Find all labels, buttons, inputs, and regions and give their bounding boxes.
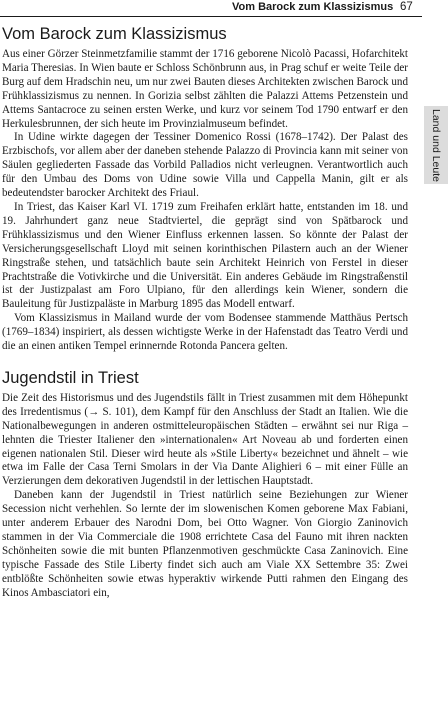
paragraph: In Udine wirkte dagegen der Tessiner Domenico Rossi (1678–1742). Der Palast des Erzbischofs, vor allem aber der daneben stehende Palazzo di Provincia kann mit seiner von Säulen gegliederten Fassade das Vorbild Palladios nicht verleugnen. Verantwortlich auch für den Umbau des Doms von Udine sowie Villa und Cappella Manin, gilt er als bedeutendster barocker Architekt des Friaul. <box>2 131 408 200</box>
side-tab-label: Land und Leute <box>430 108 442 182</box>
page-number: 67 <box>400 1 413 13</box>
paragraph: In Triest, das Kaiser Karl VI. 1719 zum Freihafen erklärt hatte, entstanden im 18. und 19. Jahrhundert ganz neue Stadtviertel, die geprägt sind von Spätbarock und Frühklassizismus und den Wiener Einfluss erkennen lassen. So könnte der Palast der Versicherungsgesellschaft Lloyd mit seinen korinthischen Pilastern auch an der Wiener Ringstraße stehen, und tatsächlich baute sein Architekt Heinrich von Ferstel in dieser Prachtstraße die Votivkirche und die Universität. Ein anderes Gebäude im Ringstraßenstil ist der Justizpalast am Foro Ulpiano, für den allerdings kein Wiener, sondern die Bauleitung für Justizpaläste in Marburg 1895 das Modell entwarf. <box>2 200 408 311</box>
paragraph: Die Zeit des Historismus und des Jugendstils fällt in Triest zusammen mit dem Höhepunkt des Irredentismus (→ S. 101), dem Kampf für den Anschluss der Stadt an Italien. Wie die Nationalbewegungen in anderen ostmitteleuropäischen Städten – erwähnt sei nur Riga – lehnten die Triester Italiener den »internationalen« Art Noveau ab und forderten einen eigenen nationalen Stil. Dieser wird heute als »Stile Liberty« bezeichnet und ähnelt – wie etwa im Falle der Casa Terni Smolars in der Via Dante Alighieri 6 – mit einer Fülle an Verzierungen dem dekorativen Jugendstil in der lettischen Hauptstadt. <box>2 391 408 488</box>
section-heading-barock: Vom Barock zum Klassizismus <box>2 25 227 43</box>
paragraph: Daneben kann der Jugendstil in Triest natürlich seine Beziehungen zur Wiener Secession nicht verhehlen. So lernte der im slowenischen Komen geborene Max Fabiani, unter anderem Erbauer des Narodni Dom, bei Otto Wagner. Von Giorgio Zaninovich stammen in der Via Commerciale die 1908 errichtete Casa del Fauno mit ihren nackten Schönheiten sowie die mit bunten Pflanzenmotiven geschmückte Casa Zaninovich. Eine typische Fassade des Stile Liberty findet sich auch am Viale XX Settembre 35: Zwei entblößte Schönheiten sowie etwas hyperaktiv wirkende Putti rahmen den Eingang des Kinos Ambasciatori ein, <box>2 489 408 599</box>
page-header <box>0 0 448 18</box>
paragraph: Vom Klassizismus in Mailand wurde der vom Bodensee stammende Matthäus Pertsch (1769–1834) inspiriert, als dessen wichtigste Werke in der Hafenstadt das Teatro Verdi und die an einen antiken Tempel erinnernde Rotonda Pancera gelten. <box>2 312 408 353</box>
section-heading-jugendstil: Jugendstil in Triest <box>2 368 139 387</box>
page-content <box>2 18 408 601</box>
running-head: Vom Barock zum Klassizismus <box>232 1 394 13</box>
paragraph: Aus einer Görzer Steinmetzfamilie stammt der 1716 geborene Nicolò Pacassi, Hofarchitekt Maria Theresias. In Wien baute er Schloss Schönbrunn aus, in Prag schuf er weite Teile der Burg auf dem Hradschin neu, um nur zwei Bauten dieses Architekten zwischen Barock und Frühklassizismus zu nennen. In Gorizia selbst zählten die Palazzi Attems Petzenstein und Attems Santacroce zu seinen ersten Werke, und kurz vor seinem Tod 1790 entwarf er den Herkulesbrunnen, der sich heute im Provinzialmuseum befindet. <box>2 48 408 130</box>
header-rule <box>0 16 422 17</box>
